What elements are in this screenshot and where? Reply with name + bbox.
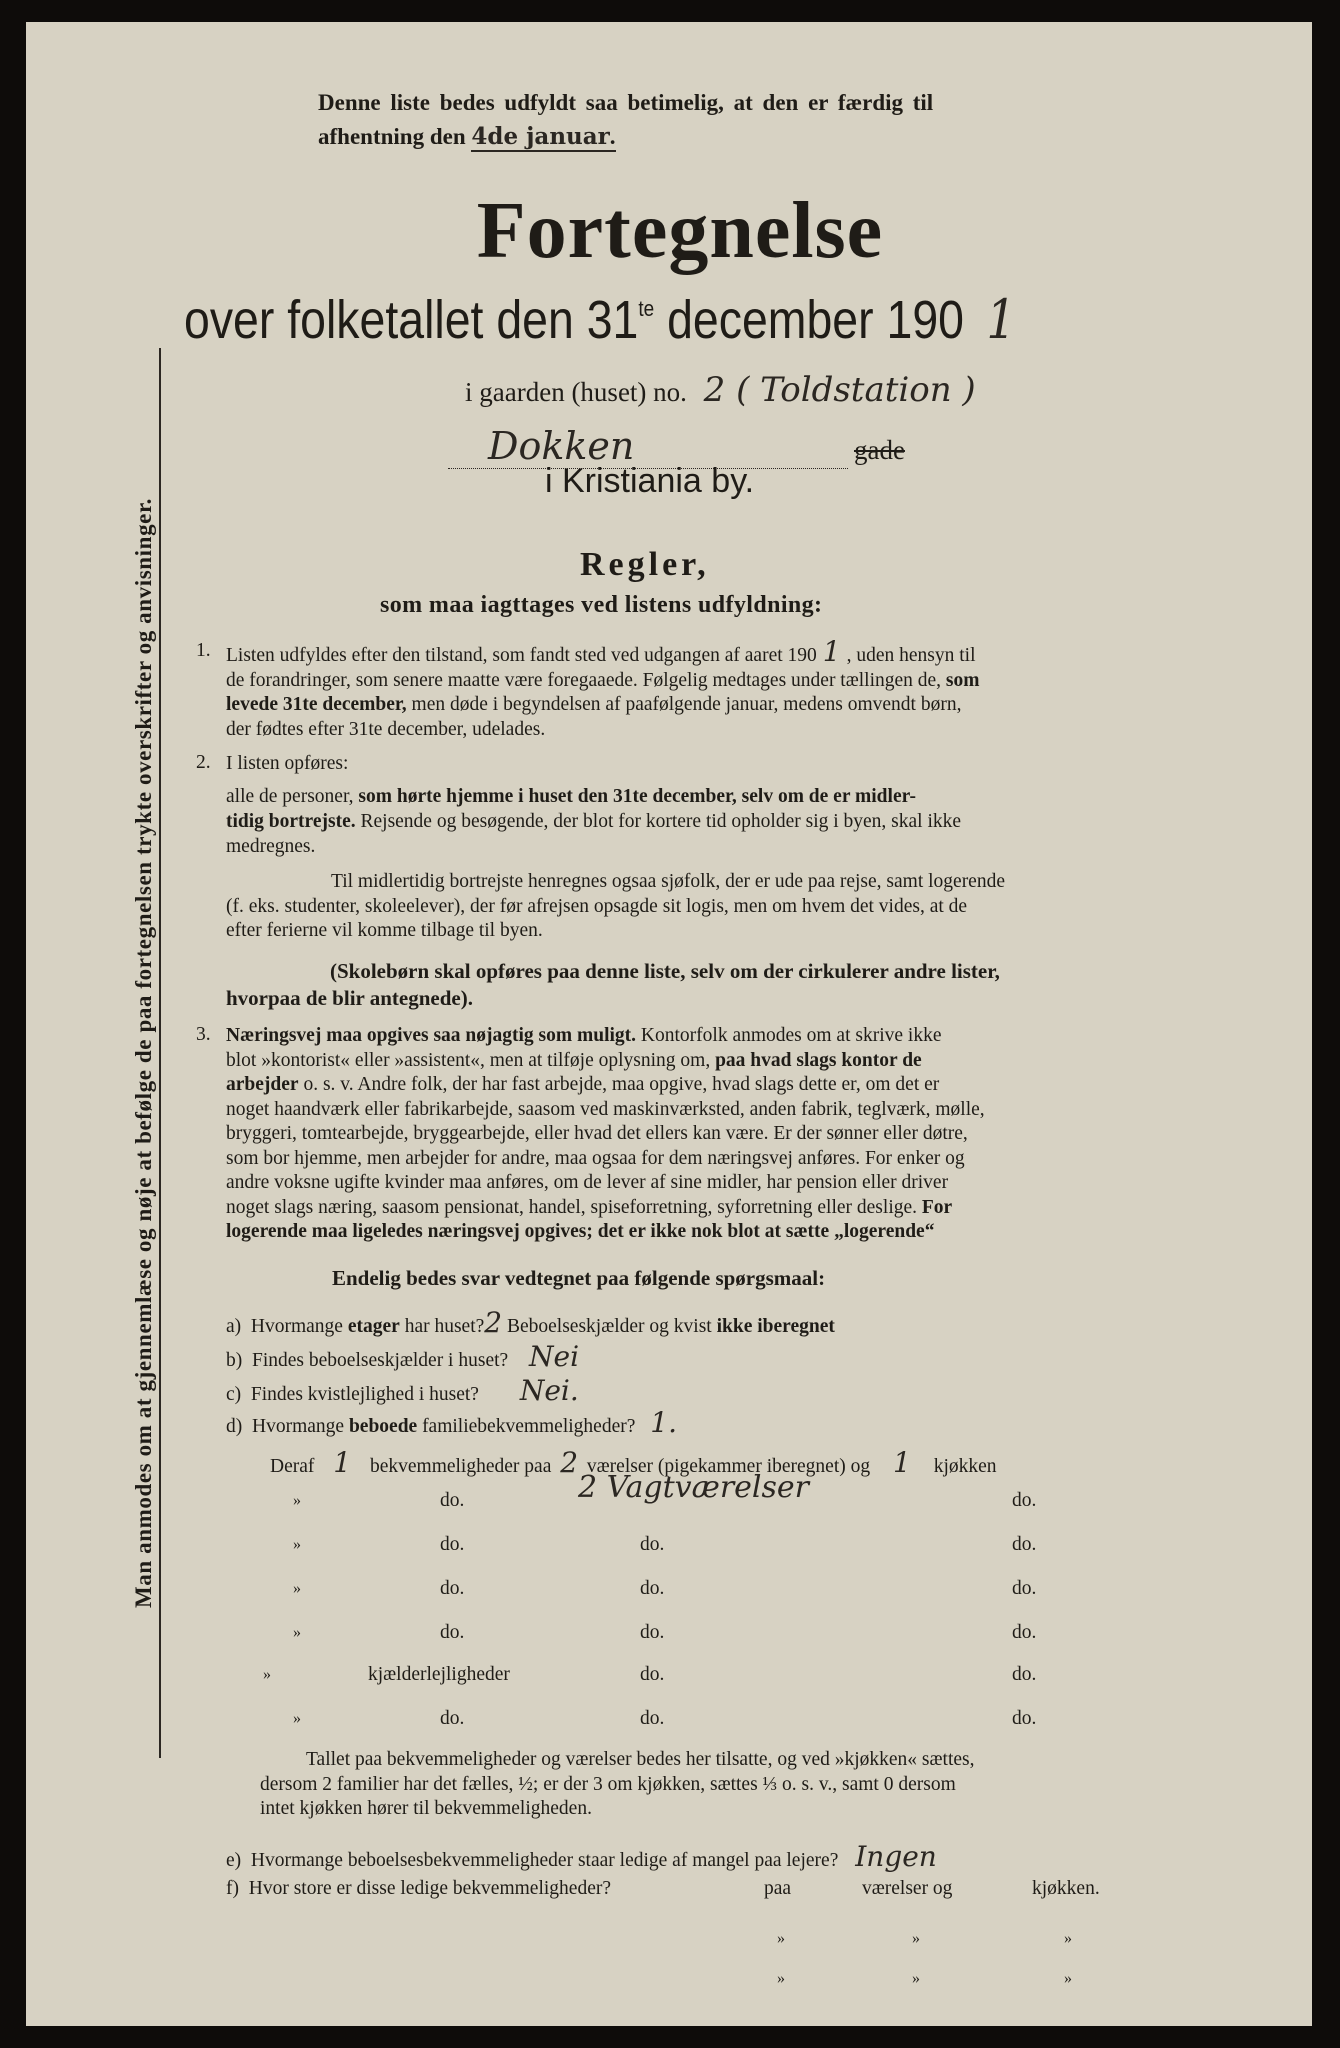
do-col1: do. bbox=[440, 1490, 465, 1511]
gade-label: gade bbox=[854, 435, 905, 465]
notice-date: 4de januar bbox=[471, 123, 610, 150]
f-paa: paa bbox=[764, 1878, 792, 1899]
notice bbox=[318, 86, 1138, 154]
rule-2: alle de personer, som hørte hjemme i huset den 31te december, selv om de er midler- tidig bortrejste. Rejsende og besøgende, der blot for kortere tid opholder sig i byen, skal ikke medregnes. bbox=[226, 786, 962, 857]
subtitle: over folketallet den $31^{te}$ december 190 1 bbox=[184, 288, 1016, 351]
gaard-line: i gaarden (huset) no. 2 ( Toldstation ) bbox=[465, 370, 976, 410]
rule-2-number: 2. bbox=[196, 752, 211, 773]
question-b: b) Findes beboelseskjælder i huset? Nei bbox=[226, 1340, 580, 1373]
question-c: c) Findes kvistlejlighed i huset? Nei. bbox=[226, 1374, 579, 1407]
f-kjokken: kjøkken. bbox=[1032, 1878, 1100, 1899]
rule-2-para-2: Til midlertidig bortrejste henregnes ogsaa sjøfolk, der er ude paa rejse, samt logerende (f. eks. studenter, skoleelever), der før afrejsen opsagde sit logis, men om hvem det vides, at de efter ferierne vil komme tilbage til byen. bbox=[226, 871, 1005, 941]
notice-line-1: Denne liste bedes udfyldt saa betimelig, at den er færdig til bbox=[318, 90, 934, 115]
kjaelder-label: kjælderlejligheder bbox=[368, 1664, 510, 1685]
rules-subheading: som maa iagttages ved listens udfyldning: bbox=[380, 592, 823, 618]
side-note: Man anmodes om at gjennemlæse og nøje at befølge de paa fortegnelsen trykte overskrifter og anvisninger. bbox=[131, 348, 161, 1758]
tallet-note: Tallet paa bekvemmeligheder og værelser bedes her tilsatte, og ved »kjøkken« sættes, dersom 2 familier har det fælles, ½; er der 3 om kjøkken, sættes ⅓ o. s. v., samt 0 dersom intet kjøkken hører til bekvemmeligheden. bbox=[260, 1749, 975, 1819]
rule-3: Næringsvej maa opgives saa nøjagtig som muligt. Kontorfolk anmodes om at skrive ikke blot »kontorist« eller »assistent«, men at tilføje oplysning om, paa hvad slags kontor de arbejder o. s. v. Andre folk, der har fast arbejde, maa opgive, hvad slags dette er, om det er noget haandværk eller fabrikarbejde, saasom ved maskinværksted, anden fabrik, teglværk, mølle, bryggeri, tomtearbejde, bryggearbejde, eller hvad det ellers kan være. Er der sønner eller døtre, som bor hjemme, men arbejder for andre, maa ogsaa for dem næringsvej anføres. For enker og andre voksne ugifte kvinder maa anføres, om de lever af sine midler, har pension eller driver noget slags næring, saasom pensionat, handel, spiseforretning, syforretning eller deslige. For logerende maa ligeledes næringsvej opgives; det er ikke nok blot at sætte „logerende“ bbox=[226, 1025, 985, 1242]
rule-2-para-3: (Skolebørn skal opføres paa denne liste, selv om der cirkulerer andre lister, hvorpaa de blir antegnede). bbox=[226, 959, 1000, 1010]
question-a: a) Hvormange etager har huset?2 Beboelseskjælder og kvist ikke iberegnet bbox=[226, 1306, 835, 1339]
rule-3-number: 3. bbox=[196, 1024, 211, 1045]
do-col3: do. bbox=[1012, 1490, 1037, 1511]
extra-handwritten: 2 Vagtværelser bbox=[578, 1470, 810, 1505]
questions-intro: Endelig bedes svar vedtegnet paa følgende spørgsmaal: bbox=[332, 1266, 826, 1290]
page-title: Fortegnelse bbox=[476, 187, 884, 275]
street-handwritten: Dokken bbox=[448, 424, 848, 469]
rule-1: Listen udfyldes efter den tilstand, som fandt sted ved udgangen af aaret 190 1 , uden hensyn til de forandringer, som senere maatte være foregaaede. Følgelig medtages under tællingen de, som levede 31te december, men døde i begyndelsen af paafølgende januar, medens omvendt børn, der fødtes efter 31te december, udelades. bbox=[226, 635, 980, 740]
gaard-handwritten: 2 ( Toldstation ) bbox=[703, 370, 976, 410]
question-d: d) Hvormange beboede familiebekvemmeligheder? 1. bbox=[226, 1406, 677, 1439]
year-handwritten: 1 bbox=[986, 288, 1016, 351]
city-line: i Kristiania by. bbox=[545, 462, 755, 500]
question-f: f) Hvor store er disse ledige bekvemmeligheder? bbox=[226, 1878, 611, 1899]
rule-2-head: I listen opføres: bbox=[226, 753, 349, 774]
notice-line-2: afhentning den 4de januar. bbox=[318, 123, 616, 150]
rules-heading: Regler, bbox=[580, 546, 710, 583]
rule-1-number: 1. bbox=[196, 640, 211, 661]
deraf-row: Deraf 1 bekvemmeligheder paa 2 værelser (pigekammer iberegnet) og 1 kjøkken bbox=[270, 1446, 997, 1479]
f-vaerelser: værelser og bbox=[862, 1878, 953, 1899]
question-e: e) Hvormange beboelsesbekvemmeligheder staar ledige af mangel paa lejere? Ingen bbox=[226, 1840, 937, 1873]
